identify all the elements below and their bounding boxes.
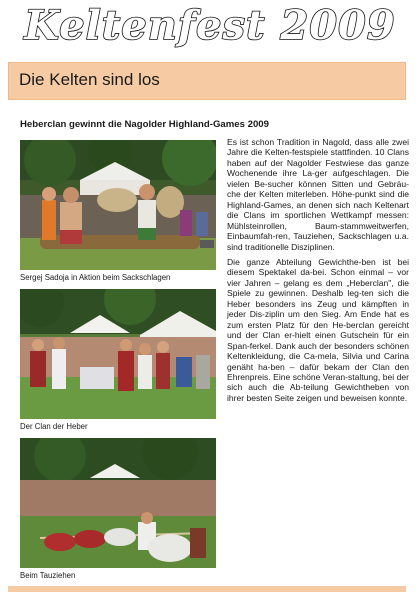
- article-paragraph: Die ganze Abteilung Gewichthe-ben ist bei diesem Spektakel da-bei. Schon einmal – vor vier Jahren – gelang es dem „Heberclan", die Spiele zu gewinnen. Deshalb leg-ten sich die Heber besonders ins Zeug und kämpften in jeder Dis-ziplin um den Sieg. Am Ende hat es zum ersten Platz für den He-berclan gereicht und der Clan er-hielt einen Gutschein für ein Span-ferkel. Dank auch der besonders schönen Keltenkleidung, die Ca-mela, Silvia und Carina genäht ha-ben – dafür bekam der Clan den Ehrenpreis. Eine schöne Veran-staltung, bei der sich auch die Ab-teilung Gewichtheben von ihrer besten Seite zeigen und beweisen konnte.: [227, 256, 409, 403]
- photo-tauziehen-image: [20, 438, 216, 568]
- photo-caption: Beim Tauziehen: [20, 571, 76, 580]
- photo-sackschlagen: [20, 140, 216, 270]
- section-banner: [8, 62, 406, 100]
- photo-tauziehen: [20, 438, 216, 568]
- footer-bar: [8, 586, 406, 592]
- photo-caption: Sergej Sadoja in Aktion beim Sackschlagen: [20, 273, 171, 282]
- section-title: Die Kelten sind los: [19, 70, 160, 89]
- masthead: [0, 0, 420, 58]
- photo-clan: [20, 289, 216, 419]
- article-headline: Heberclan gewinnt die Nagolder Highland-Games 2009: [20, 119, 269, 130]
- article-paragraph: Es ist schon Tradition in Nagold, dass alle zwei Jahre die Kelten-festspiele stattfinden. 10 Clans haben auf der Nagolder Festwiese das ganze Wochenende ihre La-ger aufgeschlagen. Die vielen Be-sucher können Sitten und Gebräu-che der Kelten miterleben. Höhe-punkt sind die Highland-Games, an denen sich nach Keltenart die Clans im sportlichen Wettkampf messen: Mühlsteinrollen, Baum-stammweitwerfen, Einbaumfah-ren, Tauziehen, Sackschlagen u.a. sind traditionelle Disziplinen.: [227, 137, 409, 252]
- photo-sackschlagen-image: [20, 140, 216, 270]
- photo-clan-image: [20, 289, 216, 419]
- article-body: [227, 137, 409, 408]
- photo-caption: Der Clan der Heber: [20, 422, 88, 431]
- masthead-title: Keltenfest 2009: [24, 2, 396, 49]
